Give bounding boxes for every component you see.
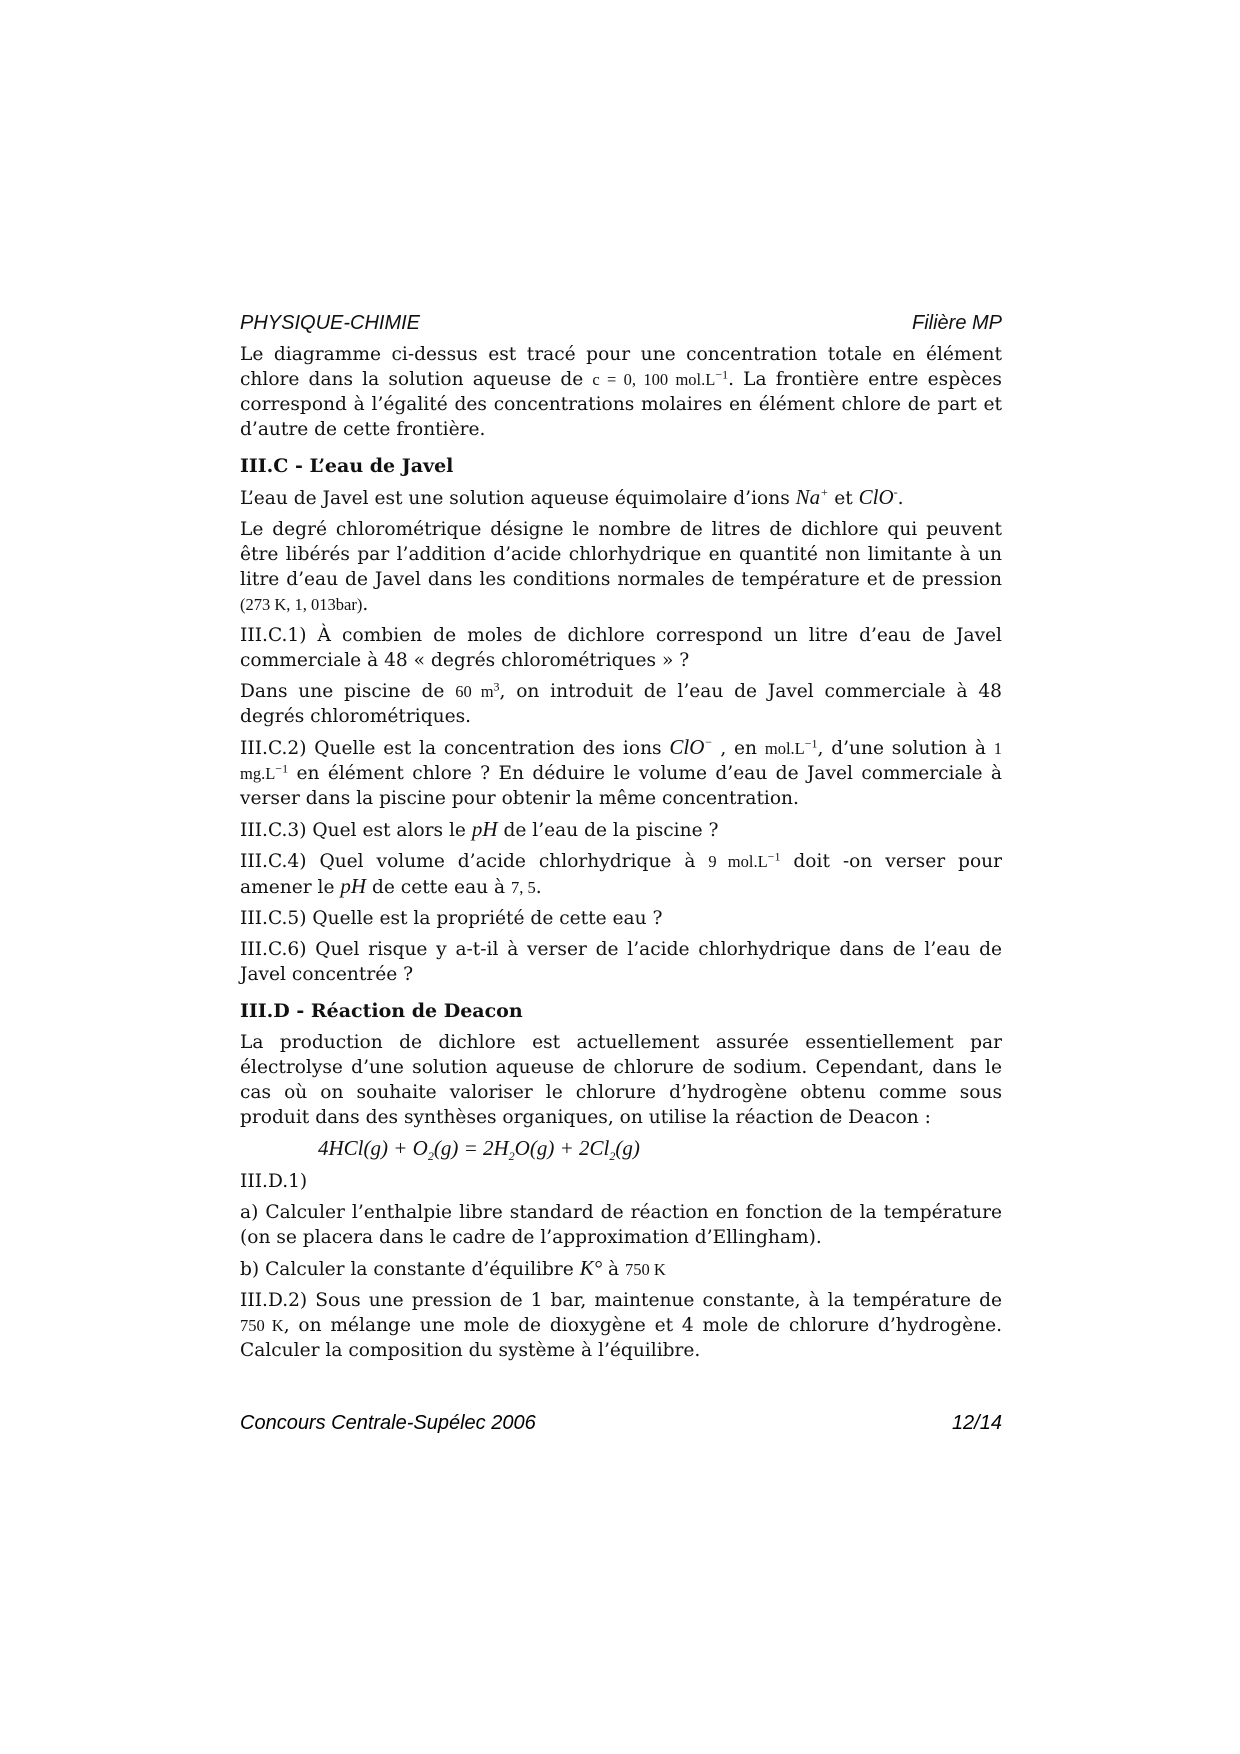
- question-d1-label: III.D.1): [240, 1171, 308, 1192]
- ion-hypochlorite-q2: ClO−: [669, 735, 713, 759]
- question-c2: III.C.2) Quelle est la concentration des ions ClO− , en $mol.L^{-1}$, d’une solution à 1 $mg.L^{-1}$ en élément chlore ? En déduire le volume d’eau de Javel commerciale à verser dans la piscine pour obtenir la même concentration.: [240, 735, 1002, 809]
- chlorometric-degree-paragraph: Le degré chlorométrique désigne le nombre de litres de dichlore qui peuvent être libérés par l’addition d’acide chlorhydrique en quantité non limitante à un litre d’eau de Javel dans les conditions normales de température et de pression (273 K, 1, 013bar).: [240, 519, 1002, 615]
- question-c3: III.C.3) Quel est alors le pH de l’eau de la piscine ?: [240, 817, 719, 841]
- concentration-value: c = 0, 100 $mol.L^{-1}$: [592, 367, 729, 389]
- header-subject: PHYSIQUE-CHIMIE: [240, 312, 421, 334]
- target-ph-value: 7, 5: [511, 878, 536, 897]
- normal-conditions: (273 K, 1, 013bar): [240, 595, 363, 614]
- temperature-value: 750 K: [625, 1260, 666, 1279]
- page-footer: [240, 1412, 1002, 1435]
- question-d2: III.D.2) Sous une pression de 1 bar, maintenue constante, à la température de 750 K, on mélange une mole de dioxygène et 4 mole de chlorure d’hydrogène. Calculer la composition du système à l’équilibre.: [240, 1290, 1002, 1361]
- pool-volume: 60 $m^3$: [455, 679, 500, 701]
- pool-paragraph: Dans une piscine de 60 $m^3$, on introduit de l’eau de Javel commerciale à 48 degrés chlorométriques.: [240, 679, 1002, 727]
- mass-concentration: 1 $mg.L^{-1}$: [240, 739, 1002, 783]
- question-c1: III.C.1) À combien de moles de dichlore correspond un litre d’eau de Javel commerciale à 48 « degrés chlorométriques » ?: [240, 625, 1002, 671]
- question-d1a: a) Calculer l’enthalpie libre standard de réaction en fonction de la température (on se placera dans le cadre de l’approximation d’Ellingham).: [240, 1202, 1002, 1248]
- header-track: Filière MP: [911, 312, 1002, 334]
- ph-symbol-q4: pH: [340, 874, 367, 898]
- page-number: 12/14: [951, 1412, 1002, 1434]
- section-c-title: III.C - L’eau de Javel: [240, 455, 454, 477]
- footer-contest: Concours Centrale-Supélec 2006: [240, 1412, 536, 1434]
- unit-mol-per-l: $mol.L^{-1}$: [764, 736, 818, 758]
- ion-sodium: Na+: [795, 485, 829, 509]
- javel-definition: L’eau de Javel est une solution aqueuse équimolaire d’ions Na+ et ClO-.: [240, 485, 904, 509]
- temperature-value-d2: 750 K: [240, 1316, 284, 1335]
- ph-symbol: pH: [471, 817, 498, 841]
- deacon-equation: $4HCl(g) + O_2(g) = 2H_2O(g) + 2Cl_2(g)$: [318, 1136, 640, 1164]
- page-header: [240, 310, 1002, 336]
- intro-text-1: Le diagramme ci-dessus est tracé pour une concentration totale en élément chlore dans la solution aqueuse de: [240, 344, 1002, 390]
- acid-concentration: 9 $mol.L^{-1}$: [708, 849, 781, 871]
- section-d-title: III.D - Réaction de Deacon: [240, 1000, 523, 1022]
- question-c5: III.C.5) Quelle est la propriété de cette eau ?: [240, 908, 663, 929]
- question-d1b: b) Calculer la constante d’équilibre K° à 750 K: [240, 1256, 666, 1280]
- document-body: [240, 342, 1002, 1363]
- deacon-paragraph: La production de dichlore est actuellement assurée essentiellement par électrolyse d’une solution aqueuse de chlorure de sodium. Cependant, dans le cas où on souhaite valoriser le chlorure d’hydrogène obtenu comme sous produit dans des synthèses organiques, on utilise la réaction de Deacon :: [240, 1032, 1002, 1128]
- intro-paragraph: [240, 342, 1002, 442]
- question-c6: III.C.6) Quel risque y a-t-il à verser de l’acide chlorhydrique dans de l’eau de Javel concentrée ?: [240, 939, 1002, 985]
- question-c4: III.C.4) Quel volume d’acide chlorhydrique à 9 $mol.L^{-1}$ doit -on verser pour amener le pH de cette eau à 7, 5.: [240, 849, 1002, 898]
- intro-text-2: . La frontière entre espèces correspond à l’égalité des concentrations molaires en élément chlore de part et d’autre de cette frontière.: [240, 369, 1002, 440]
- ion-hypochlorite: ClO-: [858, 485, 898, 509]
- document-page: [240, 310, 1002, 1369]
- equilibrium-constant-symbol: K°: [579, 1256, 603, 1280]
